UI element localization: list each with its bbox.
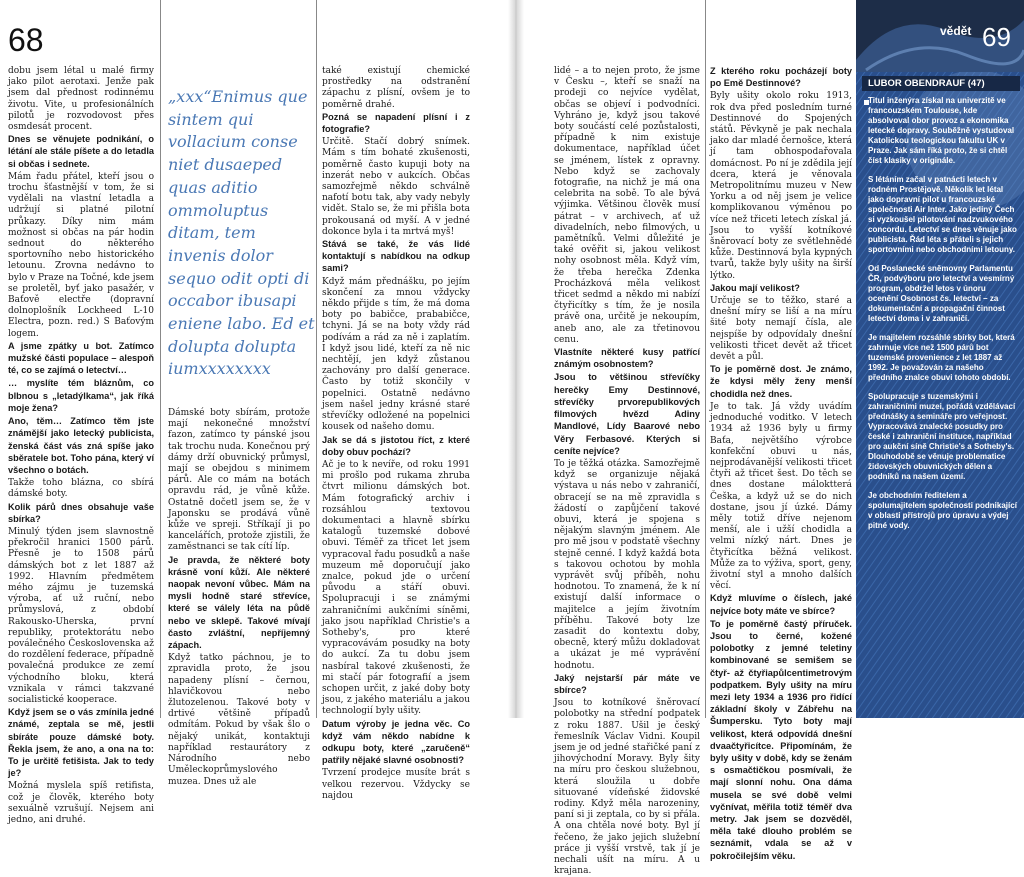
paragraph: lidé – a to nejen proto, že jsme v Česku –, kteří se snaží na prodeji co nejvíce vydělat, občas se objeví i podvodníci. Vyhráno je, když jsou takové boty součástí celé pozůstalosti, případně k nim existuje dokumentace, například účet se jménem, lístek z opravny. Nebo když se zachovaly fotografie, na nichž je má ona celebrita na sobě. To ale bývá výjimka. Většinou člověk musí pátrat – v archivech, ať už divadelních, nebo filmových, u pamětníků. Velmi důležité je také ověřit si, jakou velikost nohy osobnost měla. Když vím, že třeba herečka Zdenka Procházková měla velikost třicet sedmd a někdo mi nabízí čtyřicítky s tím, že je nosila právě ona, určitě je nekoupím, aneb ano, ale za třetinovou cenu. bbox=[554, 66, 700, 345]
sidebar-header bbox=[856, 0, 1024, 72]
article-column-1 bbox=[8, 66, 154, 825]
column-divider bbox=[316, 0, 317, 718]
page-number-left: 68 bbox=[8, 22, 44, 58]
paragraph: Je pravda, že některé boty krásně voní kůží. Ale některé naopak nevoní vůbec. Mám na mysli hodně staré střevíce, které se válely léta na půdě nebo ve sklepě. Takové mívají často zvláštní, nepříjemný zápach. bbox=[168, 554, 310, 651]
pull-quote: „xxx“Enimus que sintem qui vollacium conse niet dusaeped quas aditio ommoluptus ditam, tem invenis dolor sequo odit opti di occabor ibusapi eniene labo. Ed et dolupta dolupta iumxxxxxxxx bbox=[168, 87, 315, 379]
profile-text bbox=[868, 96, 1018, 540]
paragraph: také existují chemické prostředky na odstranění zápachu z plísní, ovšem je to poměrně drahé. bbox=[322, 66, 470, 110]
paragraph: Byly ušity okolo roku 1913, rok dva před posledním turné Destinnové do Spojených států. Pěvkyně je pak nechala jako dar mladé černošce, která jí tam obhospodařovala domácnost. Po ní je zdědila její dcera, která je věnovala Metropolitnímu muzeu v New Yorku a od něj jsem je velice komplikovanou výměnou po více než třiceti letech získal já. Jsou to vyšší kotníkové šněrovací boty ze světlehnědé kůže. Destinnová byla kypných tvarů, takže byly ušity na širší lýtko. bbox=[710, 91, 852, 281]
paragraph: Z kterého roku pocházejí boty po Emě Destinnové? bbox=[710, 66, 852, 89]
paragraph: Mám řadu přátel, kteří jsou o trochu šťastnější v tom, že si vydělali na vlastní letadla a udržují si platné pilotní průkazy. Díky nim mám možnost si občas na pár hodin sednout do některého sportovního nebo historického letounu. Zrovna nedávno to bylo v Praze na Točné, kde jsem se proletěl, byť jako pasažér, v Baťově electře (dopravní dolnoplošník Lockheed L-10 Electra, pozn. red.) S Baťovým logem. bbox=[8, 171, 154, 339]
paragraph: Když jsem se o vás zmínila jedné známé, zeptala se mě, jestli sbíráte pouze dámské boty. Řekla jsem, že ano, a ona na to: To je určitě fetišista. Jak to tedy je? bbox=[8, 707, 154, 779]
paragraph: Minulý týden jsem slavnostně překročil hranici 1500 párů. Přesně je to 1508 párů dámských bot z let 1887 až 1992. Hlavním předmětem mého zájmu je tuzemská výroba, ať už ruční, nebo průmyslová, z období Rakousko-Uherska, první republiky, protektorátu nebo poválečného Československa až do rozdělení federace, případně povalečná produkce ze zemí východního bloku, která vznikala v rámci takzvané socialistické kooperace. bbox=[8, 526, 154, 705]
paragraph: Určitě. Stačí dobrý snímek. Mám s tím bohaté zkušenosti, poměrně často kupuji boty na inzerát nebo v aukcích. Občas samozřejmě někdo schválně nafotí botu tak, aby vady nebyly vidět. Stalo se, že mi přišla bota prokousaná od myší. A v jedné dokonce byla i ta mrtvá myš! bbox=[322, 137, 470, 237]
paragraph: Když mluvíme o číslech, jaké nejvíce boty máte ve sbírce? bbox=[710, 593, 852, 616]
paragraph: Ač je to k nevíře, od roku 1991 mi prošlo pod rukama zhruba čtvrt milionu dámských bot. Mám fotografický archiv i rozsáhlou textovou dokumentaci a hlavně sbírku katalogů tuzemské dobové obuvi. Téměř za třicet let jsem vypracoval řadu posudků a naše muzeum mě doporučují jako znalce, pokud jde o určení původu a stáří obuvi. Spolupracuji i se známými zahraničními aukčními síněmi, jako jsou například Christie's a Sotheby's, pro které vypracovávám posudky na boty do aukcí. Za tu dobu jsem nasbíral takové zkušenosti, že mi stačí pár fotografií a jsem schopen určit, z jaké doby boty jsou, z jakého materiálu a jakou technologií byly ušity. bbox=[322, 459, 470, 717]
page-gutter bbox=[508, 0, 524, 718]
paragraph: Dnes se věnujete podnikání, o létání ale stále píšete a do letadla si občas i sednete. bbox=[8, 134, 154, 169]
paragraph: To je poměrně dost. Je známo, že kdysi měly ženy menší chodidla než dnes. bbox=[710, 364, 852, 399]
column-divider bbox=[705, 0, 706, 718]
paragraph: Jaký nejstarší pár máte ve sbírce? bbox=[554, 672, 700, 695]
article-column-4 bbox=[554, 66, 700, 877]
paragraph: Určuje se to těžko, staré a dnešní míry se liší a na míru šité boty nemají čísla, ale nejspíše by odpovídaly dnešní velikosti třicet devět až třicet devět a půl. bbox=[710, 296, 852, 363]
paragraph: Možná myslela spíš retifista, což je člověk, kterého boty sexuálně vzrušují. Nejsem ani jedno, ani druhé. bbox=[8, 781, 154, 825]
paragraph: Datum výroby je jedna věc. Co když vám někdo nabídne k odkupu boty, které „zaručeně“ patřily nějaké slavné osobnosti? bbox=[322, 718, 470, 766]
paragraph: Jak se dá s jistotou říct, z které doby obuv pochází? bbox=[322, 434, 470, 457]
paragraph: Jakou mají velikost? bbox=[710, 282, 800, 293]
paragraph: Kolik párů dnes obsahuje vaše sbírka? bbox=[8, 501, 154, 524]
article-column-5 bbox=[710, 66, 852, 861]
paragraph: Tvrzení prodejce musíte brát s velkou rezervou. Vždycky se najdou bbox=[322, 768, 470, 801]
paragraph: A jsme zpátky u bot. Zatímco mužské části populace – alespoň té, co se zajímá o letectví… bbox=[8, 340, 154, 376]
paragraph: Stává se také, že vás lidé kontaktují s nabídkou na odkup sami? bbox=[322, 239, 470, 274]
paragraph: Když tatko páchnou, je to zpravidla proto, že jsou napadeny plísní – černou, hlavičkovou nebo žlutozelenou. Takové boty v drtivé většině případů odmítám. Pokud by však šlo o nějaký unikát, kontaktuji například restaurátory z Národního nebo Uměleckoprůmyslového muzea. Dnes už ale bbox=[168, 653, 310, 787]
profile-paragraph: Titul inženýra získal na univerzitě ve francouzském Toulouse, kde absolvoval obor provoz a ekonomika letecké dopravy. Souběžně vystudoval Katolickou teologickou fakultu UK v Praze. Jak sám říká proto, že si chtěl číst klasiky v originále. bbox=[868, 96, 1015, 165]
page-number-right: 69 bbox=[982, 22, 1011, 52]
paragraph: dobu jsem létal u malé firmy jako pilot aerotaxi. Jenže pak jsem dal přednost rodinnému životu. Vite, u profesionálních pilotů je rozvodovost přes osmdesát procent. bbox=[8, 66, 154, 133]
paragraph: Je to tak. Já vždy uvádím jednoduché voditko. V letech 1934 až 1936 byly u firmy Baťa, největšího výrobce konfekční obuvi u nás, nejprodávanější velikosti třicet čtyři až třicet šest. Do těch se dnes dostane máloktterá Češka, a když už se do nich dostane, jsou jí úzké. Dámy měly totiž dříve nejenom menší, ale i užší chodidla a velmi nízký nárt. Dnes je čtyřicítka běžná velikost. Může za to výživa, sport, geny, životní styl a mnoho dalších věcí. bbox=[710, 401, 852, 592]
paragraph: Pozná se napadení plísní i z fotografie? bbox=[322, 111, 470, 135]
profile-name: LUBOR OBENDRAUF (47) bbox=[862, 76, 1020, 91]
article-column-2 bbox=[168, 408, 310, 787]
paragraph: Ano, těm… Zatímco těm jste známější jako letecký publicista, ženská část vás zná spíše jako sběratele bot. Toho pána, který ví všechno o botách. bbox=[8, 416, 154, 475]
profile-paragraph: Spolupracuje s tuzemskými i zahraničními muzei, pořádá vzdělávací přednášky a semináře pro veřejnost. Vypracovává znalecké posudky pro české i zahraniční instituce, například pro aukční síně Christie's a Sotheby's. Dlouhodobě se věnuje problematice židovských obuvnických dělen a podniků na našem území. bbox=[868, 392, 1016, 481]
column-divider bbox=[160, 0, 161, 718]
paragraph: To je poměrně častý příruček. Jsou to černé, kožené polobotky z jemné teletiny kombinované se semišem se čtyř- až čtyřiapůlcentimetrovým podpatkem. Byly ušity na míru mezi lety 1934 a 1936 pro řidící základní školy v Zábřehu na Šumpersku. Tyto boty mají velikost, která odpovídá dnešní dvaačtyřicítce. Připomínám, že byly ušity v době, kdy se ženám s osmačtičkou posmívali, že mají slonní nohu. Ona dáma musela se své době velmi vyčnívat, měřila totiž téměř dva metry. Jak jsem se dozvěděl, měla také dlouho problém se seznámit, vdala se až v pokročilejším věku. bbox=[710, 618, 852, 861]
paragraph: Dámské boty sbírám, protože mají nekonečné množství fazon, zatímco ty pánské jsou tak trochu nuda. Konečnou prý dámy drží obuvnický průmysl, mají se obejdou s minimem párů. Ale co mám na botách opravdu rád, je vůně kůže. Ostatně dočetl jsem se, že v Japonsku se prodává vůně kůže ve spreji. Stříkají ji po kancelářích, protože zjistili, že zaměstnanci se tak cítí líp. bbox=[168, 408, 310, 553]
profile-paragraph: Od Poslanecké sněmovny Parlamentu ČR, podvýboru pro letectví a vesmírný program, obdržel letos v únoru ocenění Osobnost čs. letectví – za dokumentační a propagační činnost letectví doma i v zahraničí. bbox=[868, 264, 1015, 323]
paragraph: Takže toho blázna, co sbírá dámské boty. bbox=[8, 478, 154, 500]
article-column-3 bbox=[322, 66, 470, 801]
profile-paragraph: Je majitelem rozsáhlé sbírky bot, která zahrnuje více než 1500 párů bot tuzemské provenience z let 1887 až 1992. Je považován za našeho předního znalce obuvi tohoto období. bbox=[868, 333, 1015, 382]
brand-label: vědět bbox=[940, 24, 972, 38]
paragraph: Když mám přednášku, po jejím skončení za mnou vždycky někdo přijde s tím, že má doma boty po babičce, prababičce, tchyni. Já se na boty vždy rád podívám a rád za ně i zaplatím. I když jsou lidé, kteří za ně nic nechtějí, jen když zůstanou zachovány pro další generace. Často by totiž skončily v popelnici. Ostatně nedávno jsem našel jedny krásné staré střevíčky odložené na popelnici kousek od našeho domu. bbox=[322, 276, 470, 433]
paragraph: Vlastníte některé kusy patřící známým osobnostem? bbox=[554, 347, 700, 370]
paragraph: To je těžká otázka. Samozřejmě když se organizuje nějaká výstava u nás nebo v zahraničí, obracejí se na mě zpravidla s žádostí o zapůjčení takové obuvi, která je spojena s nějakým slavným jménem. Ale pro mě jsou v podstatě všechny stejně cenné. I když každá bota s takovou ochotou by mohla vyprávět svůj příběh, nohu hodnotou. To znamená, že k ní existují další informace o majitelce a jejím životním příběhu. Takové boty lze zasadit do kontextu doby, obecně, který můžu dokladovat a ukázat je mé vyprávění hodnotu. bbox=[554, 458, 700, 671]
profile-paragraph: Je obchodním ředitelem a spolumajitelem společnosti podnikající v oblasti přístrojů pro úpravu a výdej pitné vody. bbox=[868, 491, 1017, 530]
paragraph: Jsou to většinou střevíčky herečky Emy Destinnové, střevíčky prvorepublikových filmových hvězd Adiny Mandlové, Lídy Baarové nebo Věry Ferbasové. Kterých si ceníte nejvíce? bbox=[554, 372, 700, 456]
paragraph: … myslíte tém bláznům, co blbnou s „letadýlkama“, jak říká moje žena? bbox=[8, 378, 154, 413]
paragraph: Jsou to kotníkové šněrovací polobotky na střední podpatek z roku 1887. Ušil je český řemeslník Václav Vidni. Koupil jsem je od jedné stařičké paní z jihovýchodní Moravy. Byly šity na míru pro českou služebnou, která sloužila u dobře situované vídeňské židovské rodiny. Když měla narozeniny, paní si ji zeptala, co by si přála. A ona chtěla nové boty. Byl jí řečeno, že jako jejich služební práce ji vyšší vrstvě, tak jí je nechali ušít na míru. A u krajana. bbox=[554, 698, 700, 877]
profile-paragraph: S létáním začal v patnácti letech v rodném Prostějově. Několik let létal jako dopravní pilot u francouzské společnosti Air Inter. Jako jediný Čech si vyzkoušel pilotování nadzvukového concordu. Letectví se dnes věnuje jako publicista. Řád léta s přáteli s jejich sportovními nebo obchodními letouny. bbox=[868, 175, 1017, 254]
